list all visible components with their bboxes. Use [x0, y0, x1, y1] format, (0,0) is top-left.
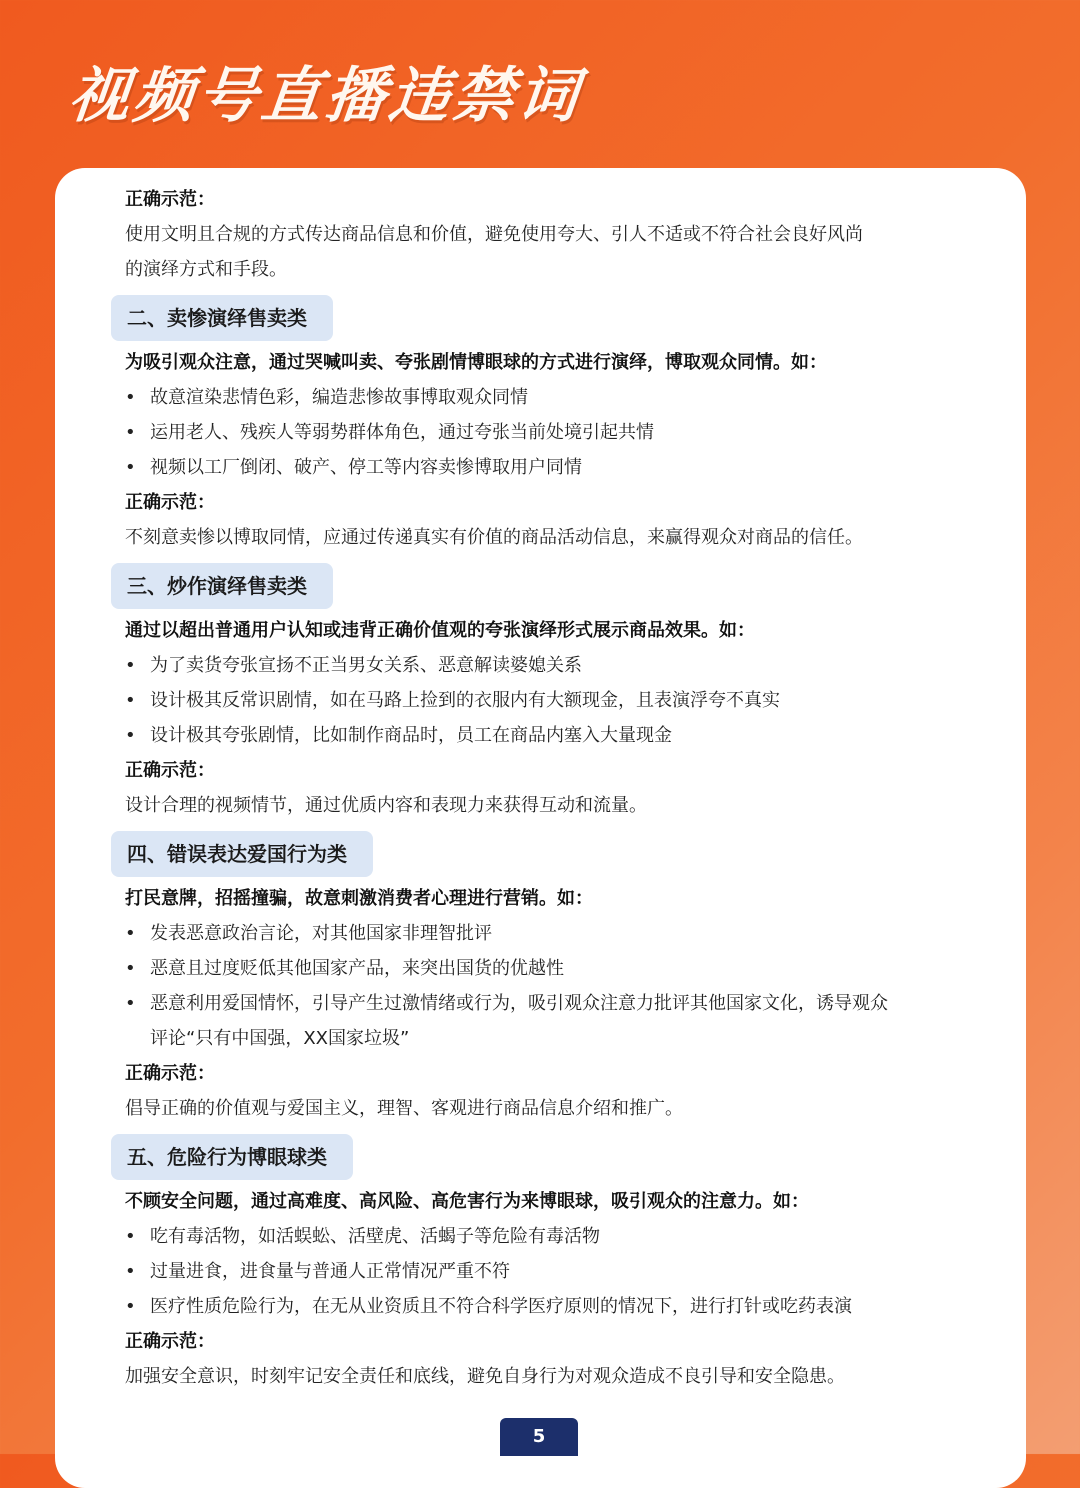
- list-item-text: 为了卖货夸张宣扬不正当男女关系、恶意解读婆媳关系: [150, 655, 582, 676]
- list-item: [125, 415, 955, 450]
- section-heading: 四、错误表达爱国行为类: [111, 831, 373, 877]
- correct-example-text: 的演绎方式和手段。: [125, 259, 287, 280]
- section-intro: 通过以超出普通用户认知或违背正确价值观的夸张演绎形式展示商品效果。如：: [125, 620, 755, 641]
- list-item-text: 故意渲染悲情色彩，编造悲惨故事博取观众同情: [150, 387, 528, 408]
- section-intro: 不顾安全问题，通过高难度、高风险、高危害行为来博眼球，吸引观众的注意力。如：: [125, 1191, 809, 1212]
- bullet-icon: •: [125, 958, 136, 979]
- list-item: [125, 1254, 955, 1289]
- list-item: [125, 450, 955, 485]
- correct-example-text: 设计合理的视频情节，通过优质内容和表现力来获得互动和流量。: [125, 795, 647, 816]
- list-item-continuation: 评论“只有中国强，XX国家垃圾”: [150, 1028, 410, 1049]
- list-item: [125, 683, 955, 718]
- bullet-icon: •: [125, 690, 136, 711]
- bullet-icon: •: [125, 387, 136, 408]
- list-item-text: 设计极其夸张剧情，比如制作商品时，员工在商品内塞入大量现金: [150, 725, 672, 746]
- page-title: 视频号直播违禁词: [65, 61, 586, 131]
- section-heading: 三、炒作演绎售卖类: [111, 563, 333, 609]
- section-intro: 为吸引观众注意，通过哭喊叫卖、夸张剧情博眼球的方式进行演绎，博取观众同情。如：: [125, 352, 827, 373]
- list-item-text: 过量进食，进食量与普通人正常情况严重不符: [150, 1261, 510, 1282]
- list-item: [125, 718, 955, 753]
- list-item: [125, 380, 955, 415]
- bullet-icon: •: [125, 993, 136, 1014]
- list-item-text: 恶意利用爱国情怀，引导产生过激情绪或行为，吸引观众注意力批评其他国家文化，诱导观众: [150, 993, 888, 1014]
- list-item-text: 恶意且过度贬低其他国家产品，来突出国货的优越性: [150, 958, 564, 979]
- bullet-icon: •: [125, 1296, 136, 1317]
- content-body: [125, 182, 955, 1394]
- list-item: [125, 916, 955, 951]
- bullet-icon: •: [125, 725, 136, 746]
- section-intro: 打民意牌，招摇撞骗，故意刺激消费者心理进行营销。如：: [125, 888, 593, 909]
- correct-example-text: 加强安全意识，时刻牢记安全责任和底线，避免自身行为对观众造成不良引导和安全隐患。: [125, 1366, 845, 1387]
- list-item-text: 医疗性质危险行为，在无从业资质且不符合科学医疗原则的情况下，进行打针或吃药表演: [150, 1296, 852, 1317]
- list-item: [125, 951, 955, 986]
- list-item: [125, 648, 955, 683]
- section-heading: 五、危险行为博眼球类: [111, 1134, 353, 1180]
- correct-example-label: 正确示范：: [125, 1063, 215, 1084]
- page-number: 5: [500, 1418, 578, 1456]
- list-item-text: 吃有毒活物，如活蜈蚣、活壁虎、活蝎子等危险有毒活物: [150, 1226, 600, 1247]
- bullet-icon: •: [125, 457, 136, 478]
- list-item: [125, 1219, 955, 1254]
- correct-example-label: 正确示范：: [125, 760, 215, 781]
- correct-example-text: 倡导正确的价值观与爱国主义，理智、客观进行商品信息介绍和推广。: [125, 1098, 683, 1119]
- bullet-icon: •: [125, 1261, 136, 1282]
- correct-example-text: 不刻意卖惨以博取同情，应通过传递真实有价值的商品活动信息，来赢得观众对商品的信任。: [125, 527, 863, 548]
- list-item-text: 设计极其反常识剧情，如在马路上捡到的衣服内有大额现金，且表演浮夸不真实: [150, 690, 780, 711]
- bullet-icon: •: [125, 1226, 136, 1247]
- list-item: [125, 986, 955, 1021]
- list-item-text: 视频以工厂倒闭、破产、停工等内容卖惨博取用户同情: [150, 457, 582, 478]
- bullet-icon: •: [125, 923, 136, 944]
- bullet-icon: •: [125, 655, 136, 676]
- section-heading: 二、卖惨演绎售卖类: [111, 295, 333, 341]
- correct-example-label: 正确示范：: [125, 189, 215, 210]
- bullet-icon: •: [125, 422, 136, 443]
- correct-example-label: 正确示范：: [125, 1331, 215, 1352]
- list-item: [125, 1289, 955, 1324]
- correct-example-text: 使用文明且合规的方式传达商品信息和价值，避免使用夸大、引人不适或不符合社会良好风尚: [125, 224, 863, 245]
- list-item-text: 运用老人、残疾人等弱势群体角色，通过夸张当前处境引起共情: [150, 422, 654, 443]
- list-item-text: 发表恶意政治言论，对其他国家非理智批评: [150, 923, 492, 944]
- correct-example-label: 正确示范：: [125, 492, 215, 513]
